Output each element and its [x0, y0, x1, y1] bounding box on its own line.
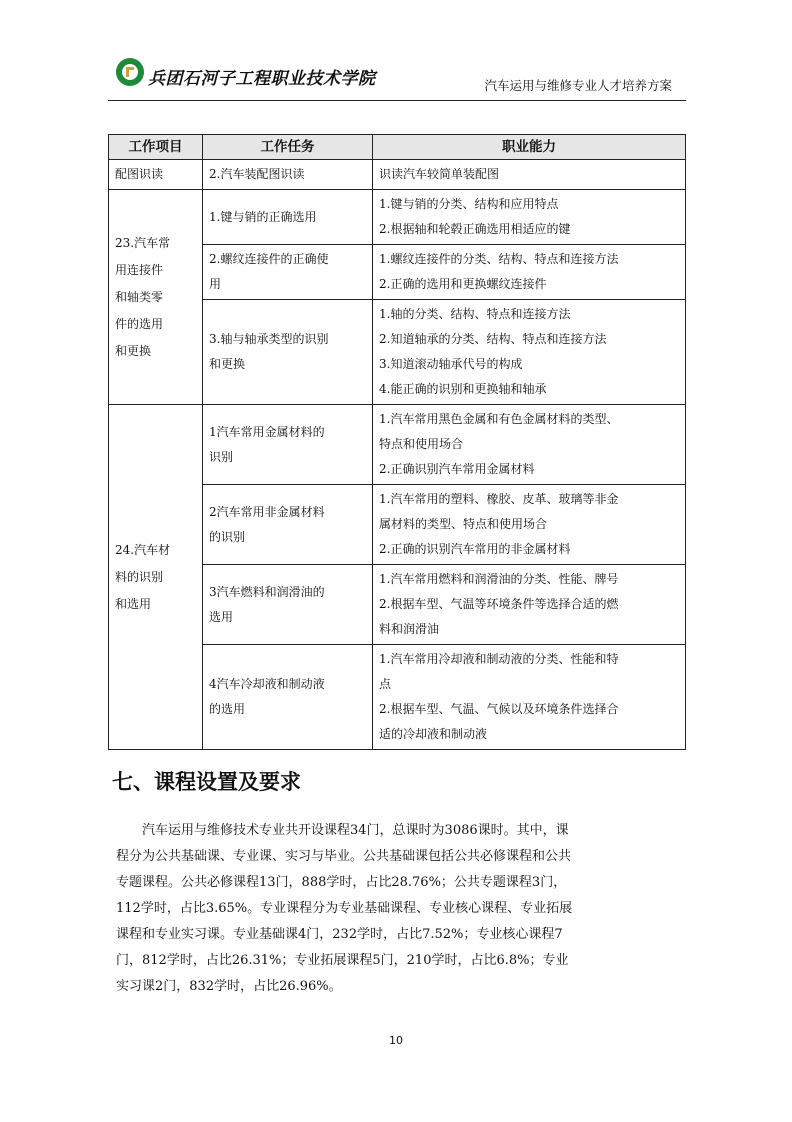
- task-cell: 2.汽车装配图识读: [203, 160, 373, 190]
- ability-line: 1.汽车常用的塑料、橡胶、皮革、玻璃等非金: [379, 492, 619, 506]
- ability-line: 料和润滑油: [379, 622, 440, 636]
- task-line: 3.轴与轴承类型的识别: [209, 332, 329, 346]
- section-heading: 七、课程设置及要求: [112, 770, 301, 794]
- task-line: 和更换: [209, 357, 246, 371]
- ability-line: 适的冷却液和制动液: [379, 727, 488, 741]
- ability-line: 点: [379, 677, 392, 691]
- item-line: 料的识别: [115, 569, 164, 584]
- school-logo-icon: [116, 58, 144, 86]
- school-name: 兵团石河子工程职业技术学院: [148, 69, 376, 89]
- task-line: 4汽车冷却液和制动液: [209, 677, 325, 691]
- ability-line: 1.轴的分类、结构、特点和连接方法: [379, 307, 571, 321]
- item-line: 和选用: [115, 596, 152, 611]
- task-cell: [203, 190, 373, 245]
- page-header: [108, 54, 686, 101]
- task-cell: [203, 645, 373, 750]
- page-number: 10: [389, 1034, 403, 1047]
- task-cell: [203, 565, 373, 645]
- ability-cell: [373, 190, 686, 245]
- table-row: [109, 405, 686, 485]
- ability-cell: [373, 405, 686, 485]
- item-cell-23: [109, 190, 203, 405]
- ability-cell: [373, 645, 686, 750]
- item-cell-24: [109, 405, 203, 750]
- header-work-task: 工作任务: [203, 135, 373, 160]
- task-line: 1.键与销的正确选用: [209, 209, 317, 224]
- document-title: 汽车运用与维修专业人才培养方案: [484, 78, 672, 93]
- paragraph-line: 门，812学时，占比26.31%；专业拓展课程5门，210学时，占比6.8%；专业: [116, 953, 569, 968]
- task-line: 选用: [209, 609, 234, 624]
- ability-line: 3.知道滚动轴承代号的构成: [379, 357, 523, 371]
- task-cell: [203, 245, 373, 300]
- ability-cell: [373, 565, 686, 645]
- task-line: 3汽车燃料和润滑油的: [209, 584, 325, 599]
- ability-line: 1.汽车常用冷却液和制动液的分类、性能和特: [379, 652, 619, 666]
- paragraph-line: 专题课程。公共必修课程13门，888学时，占比28.76%；公共专题课程3门，: [116, 875, 567, 890]
- ability-line: 特点和使用场合: [379, 437, 464, 451]
- ability-line: 2.根据轴和轮毂正确选用相适应的键: [379, 222, 571, 236]
- task-cell: [203, 405, 373, 485]
- ability-line: 属材料的类型、特点和使用场合: [379, 517, 548, 531]
- course-paragraph: [116, 818, 676, 1000]
- table-header-row: [109, 135, 686, 160]
- table-row: [109, 190, 686, 245]
- paragraph-line: 112学时，占比3.65%。专业课程分为专业基础课程、专业核心课程、专业拓展: [116, 901, 573, 916]
- ability-line: 4.能正确的识别和更换轴和轴承: [379, 382, 547, 396]
- task-cell: [203, 485, 373, 565]
- ability-line: 1.键与销的分类、结构和应用特点: [379, 197, 559, 211]
- ability-line: 1.汽车常用黑色金属和有色金属材料的类型、: [379, 412, 619, 426]
- ability-cell: [373, 245, 686, 300]
- ability-line: 2.根据车型、气温、气候以及环境条件选择合: [379, 702, 619, 716]
- ability-line: 2.正确识别汽车常用金属材料: [379, 462, 535, 476]
- table-row: [109, 160, 686, 190]
- paragraph-line: 课程和专业实习课。专业基础课4门，232学时，占比7.52%；专业核心课程7: [116, 927, 563, 942]
- ability-cell: [373, 160, 686, 190]
- ability-line: 2.正确的选用和更换螺纹连接件: [379, 277, 547, 291]
- ability-line: 1.螺纹连接件的分类、结构、特点和连接方法: [379, 252, 619, 266]
- paragraph-line: 程分为公共基础课、专业课、实习与毕业。公共基础课包括公共必修课程和公共: [116, 849, 572, 864]
- ability-line: 1.汽车常用燃料和润滑油的分类、性能、牌号: [379, 572, 619, 586]
- ability-line: 识读汽车较简单装配图: [379, 167, 500, 181]
- item-line: 和更换: [115, 343, 152, 358]
- task-line: 的选用: [209, 702, 246, 716]
- item-line: 和轴类零: [115, 289, 164, 304]
- paragraph-line: 汽车运用与维修技术专业共开设课程34门，总课时为3086课时。其中，课: [142, 823, 569, 838]
- ability-line: 2.正确的识别汽车常用的非金属材料: [379, 542, 571, 556]
- task-line: 的识别: [209, 529, 246, 544]
- task-line: 2.螺纹连接件的正确使: [209, 252, 329, 266]
- task-line: 识别: [209, 449, 234, 464]
- ability-cell: [373, 485, 686, 565]
- header-work-item: 工作项目: [109, 135, 203, 160]
- ability-cell: [373, 300, 686, 405]
- ability-line: 2.知道轴承的分类、结构、特点和连接方法: [379, 332, 607, 346]
- item-line: 24.汽车材: [115, 542, 171, 557]
- ability-line: 2.根据车型、气温等环境条件等选择合适的燃: [379, 597, 619, 611]
- task-line: 1汽车常用金属材料的: [209, 424, 325, 439]
- item-line: 用连接件: [115, 262, 164, 277]
- task-cell: [203, 300, 373, 405]
- header-ability: 职业能力: [373, 135, 686, 160]
- ability-table: [108, 134, 686, 750]
- item-cell: 配图识读: [109, 160, 203, 190]
- item-line: 23.汽车常: [115, 235, 171, 250]
- paragraph-line: 实习课2门，832学时，占比26.96%。: [116, 979, 342, 994]
- item-line: 件的选用: [115, 316, 164, 331]
- task-line: 用: [209, 277, 222, 291]
- task-line: 2汽车常用非金属材料: [209, 504, 325, 519]
